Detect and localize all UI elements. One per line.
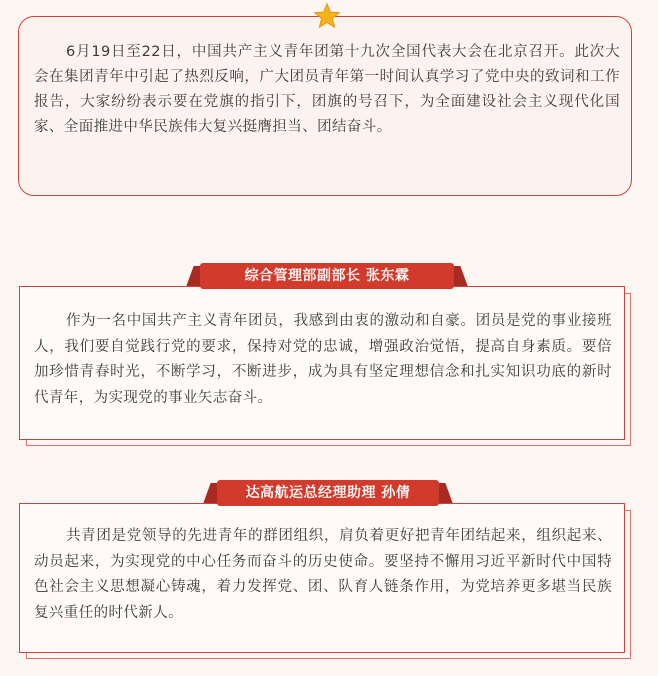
speaker-banner-1: 综合管理部副部长 张东霖 [200, 263, 454, 289]
quote-card-2 [19, 503, 625, 653]
quote-card-1 [19, 286, 625, 440]
speaker-banner-2: 达高航运总经理助理 孙倩 [217, 480, 439, 506]
quote-text-1: 作为一名中国共产主义青年团员，我感到由衷的激动和自豪。团员是党的事业接班人，我们要自觉践行党的要求，保持对党的忠诚，增强政治觉悟，提高自身素质。要倍加珍惜青春时光，不断学习，不断进步，成为具有坚定理想信念和扎实知识功底的新时代青年，为实现党的事业矢志奋斗。 [34, 313, 612, 406]
quote-text-2: 共青团是党领导的先进青年的群团组织，肩负着更好把青年团结起来，组织起来、动员起来，为实现党的中心任务而奋斗的历史使命。要坚持不懈用习近平新时代中国特色社会主义思想凝心铸魂，着力发挥党、团、队育人链条作用，为党培养更多堪当民族复兴重任的时代新人。 [34, 528, 612, 621]
intro-paragraph: 6月19日至22日，中国共产主义青年团第十九次全国代表大会在北京召开。此次大会在集团青年中引起了热烈反响，广大团员青年第一时间认真学习了党中央的致词和工作报告，大家纷纷表示要在党旗的指引下，团旗的号召下，为全面建设社会主义现代化国家、全面推进中华民族伟大复兴挺膺担当、团结奋斗。 [34, 44, 620, 135]
star-icon [313, 2, 341, 30]
